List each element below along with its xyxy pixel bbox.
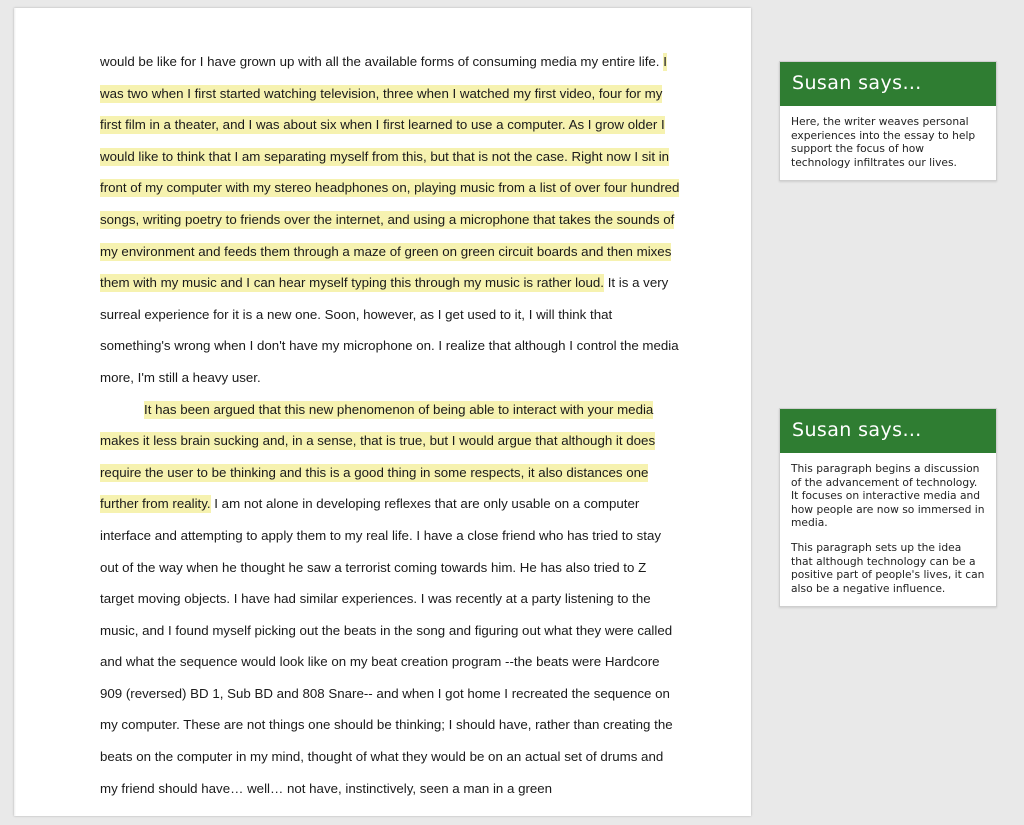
- paragraph-two-run-0-highlighted: It has been argued that this new phenomenon of being able to interact with your media makes it less brain sucking and, in a sense, that is true, but I would argue that although it does require the user to be thinking and this is a good thing in some respects, it also distances one further from reality.: [100, 401, 656, 512]
- comment-title-1: Susan says…: [780, 62, 996, 106]
- paragraph-one-run-1-highlighted: I was two when I first started watching television, three when I watched my first video, four for my first film in a theater, and I was about six when I first learned to use a computer. As I grow older I would like to think that I am separating myself from this, but that is not the case. Right now I sit in front of my computer with my stereo headphones on, playing music from a list of over four hundred songs, writing poetry to friends over the internet, and using a microphone that takes the sounds of my environment and feeds them through a maze of green on green circuit boards and then mixes them with my music and I can hear myself typing this through my music is rather loud.: [100, 54, 680, 291]
- comment-2-paragraph-0: This paragraph begins a discussion of the advancement of technology. It focuses on interactive media and how people are now so immersed in media.: [791, 462, 985, 530]
- paragraph-two-run-1: I am not alone in developing reflexes that are only usable on a computer interface and attempting to apply them to my real life. I have a close friend who has tried to stay out of the way when he thought he saw a terrorist coming towards him. He has also tried to Z target moving objects. I have had similar experiences. I was recently at a party listening to the music, and I found myself picking out the beats in the song and figuring out what they were called and what the sequence would look like on my beat creation program --the beats were Hardcore 909 (reversed) BD 1, Sub BD and 808 Snare-- and when I got home I recreated the sequence on my computer. These are not things one should be thinking; I should have, rather than creating the beats on the computer in my mind, thought of what they would be on an actual set of drums and my friend should have… well… not have, instinctively, seen a man in a green: [100, 496, 673, 796]
- comment-card-1[interactable]: [779, 61, 997, 181]
- comment-card-2[interactable]: [779, 408, 997, 607]
- paragraph-two: [100, 394, 682, 805]
- document-text-body: [100, 46, 682, 804]
- paragraph-one-run-2: It is a very surreal experience for it is a new one. Soon, however, as I get used to it, I will think that something's wrong when I don't have my microphone on. I realize that although I control the media more, I'm still a heavy user.: [100, 275, 679, 385]
- comment-body-1: [780, 106, 996, 180]
- document-page: [14, 8, 751, 816]
- comment-body-2: [780, 453, 996, 606]
- comment-1-paragraph-0: Here, the writer weaves personal experiences into the essay to help support the focus of how technology infiltrates our lives.: [791, 115, 976, 169]
- comment-title-2: Susan says…: [780, 409, 996, 453]
- page-edge-shadow: [14, 8, 16, 816]
- comment-2-paragraph-1: This paragraph sets up the idea that although technology can be a positive part of people's lives, it can also be a negative influence.: [791, 540, 985, 595]
- paragraph-one-run-0: would be like for I have grown up with all the available forms of consuming media my entire life.: [100, 54, 664, 69]
- paragraph-one: [100, 46, 682, 394]
